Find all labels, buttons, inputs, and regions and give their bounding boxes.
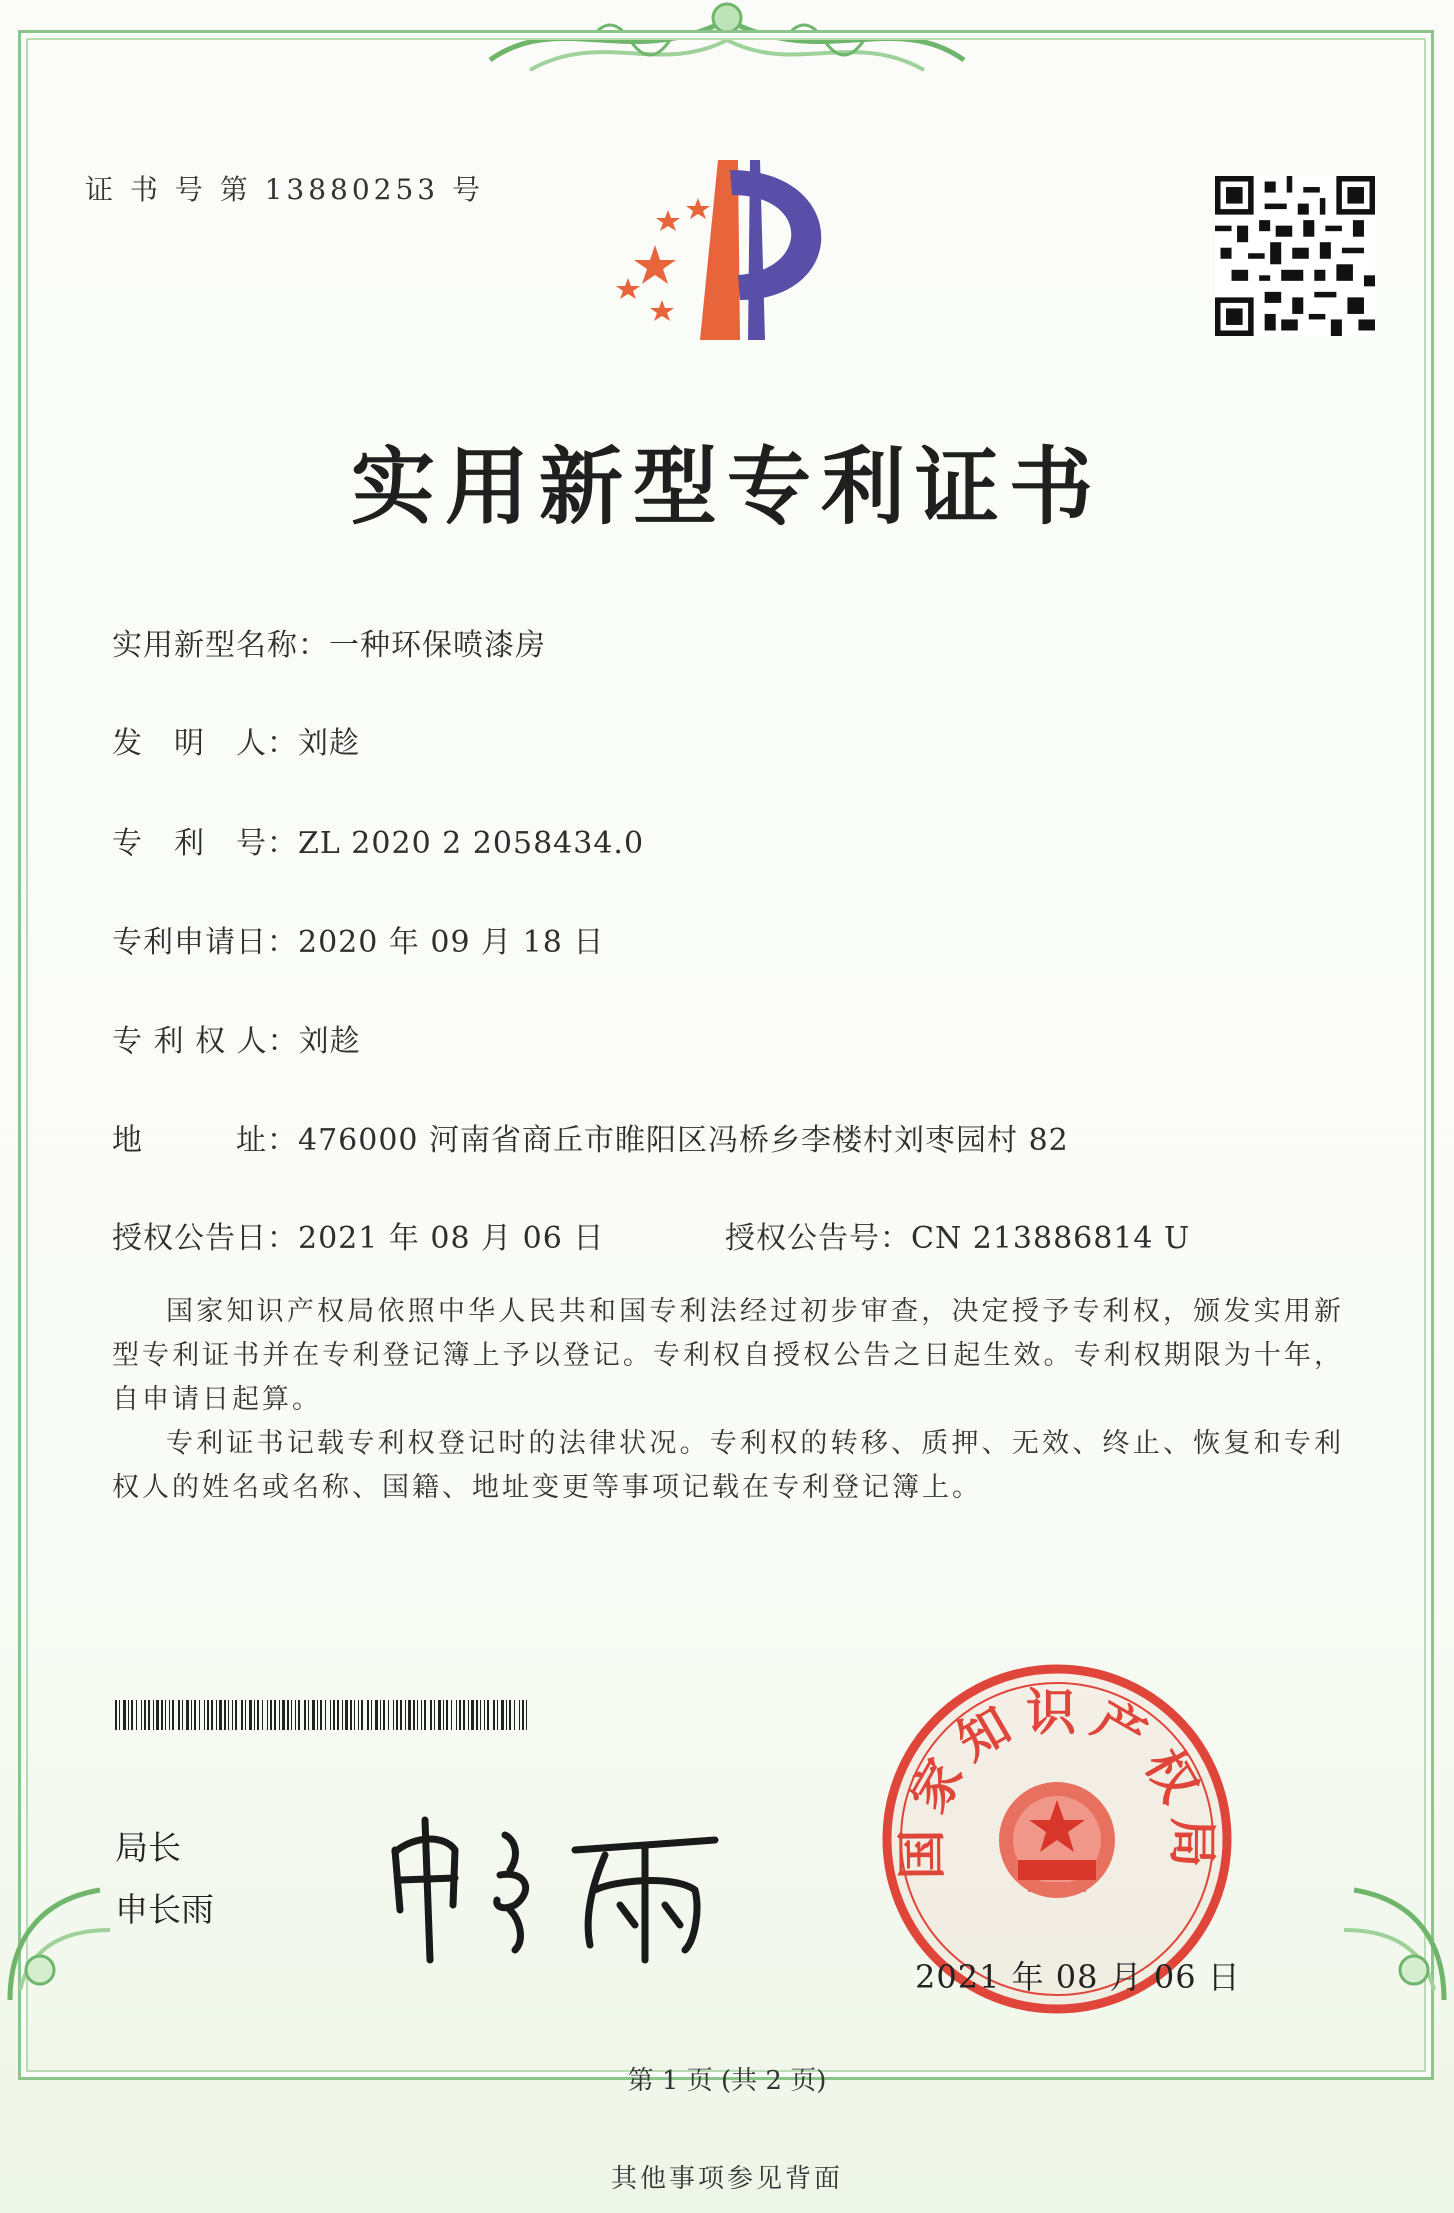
field-name bbox=[112, 620, 546, 664]
seal-date: 2021 年 08 月 06 日 bbox=[915, 1958, 1241, 1996]
field-inventor-label: 发 明 人： bbox=[112, 726, 298, 761]
field-grant-no-label: 授权公告号： bbox=[725, 1221, 911, 1256]
field-patent-no bbox=[112, 818, 644, 862]
field-patent-no-label: 专 利 号： bbox=[112, 826, 298, 861]
barcode-icon bbox=[115, 1700, 527, 1730]
field-grant-date-value: 2021 年 08 月 06 日 bbox=[298, 1221, 605, 1256]
field-filing-date bbox=[112, 917, 604, 961]
field-grant-no bbox=[725, 1213, 1190, 1257]
field-patentee-label: 专 利 权 人： bbox=[112, 1024, 299, 1059]
field-grant-date bbox=[112, 1213, 604, 1257]
page-number: 第 1 页 (共 2 页) bbox=[627, 2066, 827, 2096]
certificate-number: 证 书 号 第 13880253 号 bbox=[85, 173, 485, 206]
field-filing-date-value: 2020 年 09 月 18 日 bbox=[298, 925, 605, 960]
field-patentee bbox=[112, 1016, 361, 1060]
field-inventor bbox=[112, 718, 360, 762]
field-address-value: 476000 河南省商丘市睢阳区冯桥乡李楼村刘枣园村 82 bbox=[298, 1123, 1069, 1158]
field-address-label: 地 址： bbox=[112, 1123, 298, 1158]
field-filing-date-label: 专利申请日： bbox=[112, 925, 298, 960]
statement-paragraph-1: 国家知识产权局依照中华人民共和国专利法经过初步审查，决定授予专利权，颁发实用新型专利证书并在专利登记簿上予以登记。专利权自授权公告之日起生效。专利权期限为十年，自申请日起算。 bbox=[112, 1296, 1344, 1415]
back-note: 其他事项参见背面 bbox=[610, 2164, 843, 2194]
statement-paragraph-2: 专利证书记载专利权登记时的法律状况。专利权的转移、质押、无效、终止、恢复和专利权人的姓名或名称、国籍、地址变更等事项记载在专利登记簿上。 bbox=[112, 1428, 1344, 1503]
field-inventor-value: 刘趁 bbox=[298, 726, 360, 761]
field-patent-no-value: ZL 2020 2 2058434.0 bbox=[298, 826, 645, 861]
bottom-right-ornament bbox=[1304, 1860, 1454, 2010]
field-name-value: 一种环保喷漆房 bbox=[329, 628, 546, 663]
field-patentee-value: 刘趁 bbox=[298, 1024, 361, 1059]
bottom-left-ornament bbox=[0, 1860, 150, 2010]
page-title: 实用新型专利证书 bbox=[350, 437, 1103, 536]
field-name-label: 实用新型名称： bbox=[112, 628, 329, 663]
seal-text: 国家知识产权局 bbox=[892, 1683, 1222, 1880]
field-address bbox=[112, 1115, 1069, 1159]
field-grant-no-value: CN 213886814 U bbox=[911, 1221, 1191, 1256]
certificate-statement bbox=[112, 1290, 1344, 1510]
qr-code-icon[interactable] bbox=[1215, 176, 1375, 336]
patent-office-emblem-icon bbox=[600, 150, 860, 350]
director-signature-icon bbox=[375, 1780, 735, 1970]
director-title: 局长 bbox=[115, 1828, 181, 1867]
director-name: 申长雨 bbox=[115, 1890, 214, 1929]
field-grant-date-label: 授权公告日： bbox=[112, 1221, 298, 1256]
